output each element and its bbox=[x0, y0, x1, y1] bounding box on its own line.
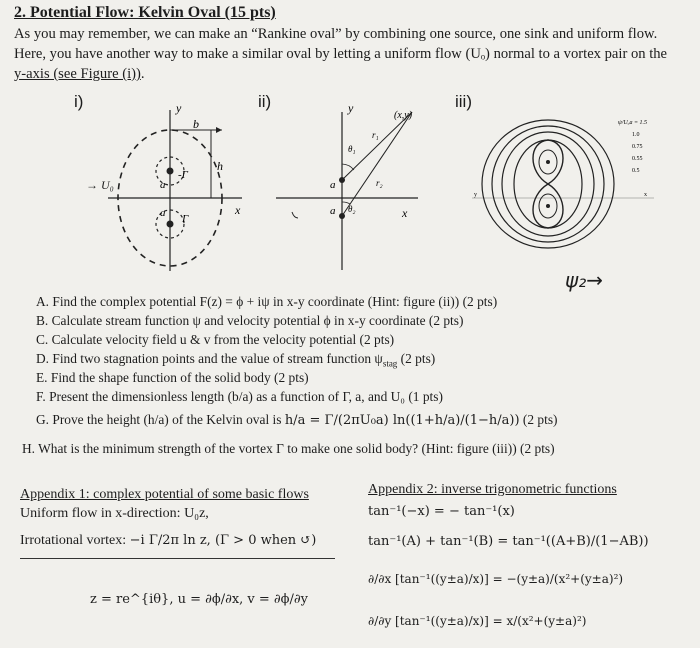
figure-reference: y-axis (see Figure (i)) bbox=[14, 66, 141, 82]
appendix1-divider bbox=[20, 558, 335, 559]
question-f: F. Present the dimensionless length (b/a) as a function of Γ, a, and U₀ (1 pts) bbox=[36, 389, 443, 404]
fig3-legend-3: 0.55 bbox=[632, 156, 643, 162]
appendix1-uniform-flow: Uniform flow in x-direction: U₀z, bbox=[20, 506, 209, 521]
fig2-r2-label: r₂ bbox=[376, 178, 383, 188]
fig1-a-top: a bbox=[160, 179, 166, 191]
fig1-y-label: y bbox=[176, 101, 182, 115]
figure-ii-geometry bbox=[272, 100, 442, 280]
fig1-b-label: b bbox=[193, 117, 199, 131]
fig1-x-label: x bbox=[235, 203, 241, 217]
fig2-theta1-label: θ₁ bbox=[348, 144, 356, 154]
appendix2-formula-2: tan⁻¹(A) + tan⁻¹(B) = tan⁻¹((A+B)/(1−AB)) bbox=[368, 534, 649, 549]
appendix1-vortex: Irrotational vortex: −i Γ/2π ln z, (Γ > 0 when ↺) bbox=[20, 533, 317, 548]
fig2-a-bottom: a bbox=[330, 205, 336, 217]
question-h: H. What is the minimum strength of the vortex Γ to make one solid body? (Hint: figure (iii)) (2 pts) bbox=[22, 441, 555, 456]
fig2-theta2-label: θ₂ bbox=[348, 204, 356, 214]
figure-iii-streamlines bbox=[468, 112, 658, 257]
problem-title: 2. Potential Flow: Kelvin Oval (15 pts) bbox=[14, 4, 276, 21]
fig1-gamma-top: -Γ bbox=[178, 169, 188, 181]
handwritten-note: ψ₂→ bbox=[565, 268, 603, 292]
appendix2-formula-4: ∂/∂y [tan⁻¹((y±a)/x)] = x/(x²+(y±a)²) bbox=[368, 614, 587, 628]
intro-line-1: As you may remember, we can make an “Rankine oval” by combining one source, one sink and uniform flow. bbox=[14, 26, 658, 42]
vortex-formula: −i Γ/2π ln z, (Γ > 0 when ↺) bbox=[129, 533, 317, 548]
figure-label-i: i) bbox=[74, 92, 84, 111]
fig3-legend-1: 1.0 bbox=[632, 132, 640, 138]
fig2-y-label: y bbox=[348, 101, 354, 115]
question-g-formula: h/a = Γ/(2πU₀a) ln((1+h/a)/(1−h/a)) bbox=[284, 413, 520, 428]
fig3-legend-0: ψ/Uₒa = 1.5 bbox=[618, 120, 647, 126]
fig1-uniform-flow-label: → U₀ bbox=[86, 178, 114, 192]
fig3-y-axis: y bbox=[474, 192, 477, 198]
question-c: C. Calculate velocity field u & v from the velocity potential (2 pts) bbox=[36, 332, 395, 347]
fig3-legend-2: 0.75 bbox=[632, 144, 643, 150]
fig2-a-top: a bbox=[330, 179, 336, 191]
intro-line-3: y-axis (see Figure (i)). bbox=[14, 66, 145, 82]
fig2-x-label: x bbox=[402, 206, 408, 220]
question-g: G. Prove the height (h/a) of the Kelvin oval is h/a = Γ/(2πU₀a) ln((1+h/a)/(1−h/a)) (2 pts) bbox=[36, 412, 558, 428]
intro-line-2: Here, you have another way to make a similar oval by letting a uniform flow (Uₒ) normal to a vortex pair on the bbox=[14, 46, 668, 62]
question-d: D. Find two stagnation points and the value of stream function $\psi_{stag}$ (2 pts) bbox=[36, 351, 436, 369]
appendix1-title: Appendix 1: complex potential of some basic flows bbox=[20, 487, 309, 502]
problem-intro bbox=[14, 24, 690, 84]
fig1-a-bottom: a bbox=[160, 207, 166, 219]
appendix2-formula-3: ∂/∂x [tan⁻¹((y±a)/x)] = −(y±a)/(x²+(y±a)²) bbox=[368, 572, 624, 586]
fig3-legend-4: 0.5 bbox=[632, 168, 640, 174]
question-e: E. Find the shape function of the solid body (2 pts) bbox=[36, 370, 309, 385]
appendix1-polar-relations: z = re^{iθ}, u = ∂ϕ/∂x, v = ∂ϕ/∂y bbox=[90, 592, 308, 607]
figure-label-iii: iii) bbox=[455, 92, 472, 111]
question-a: A. Find the complex potential F(z) = ϕ + iψ in x-y coordinate (Hint: figure (ii)) (2 pts) bbox=[36, 294, 498, 309]
fig1-h-label: h bbox=[217, 159, 223, 173]
fig3-x-axis: x bbox=[644, 192, 647, 198]
appendix2-formula-1: tan⁻¹(−x) = − tan⁻¹(x) bbox=[368, 504, 515, 519]
figure-label-ii: ii) bbox=[258, 92, 272, 111]
appendix2-title: Appendix 2: inverse trigonometric functions bbox=[368, 482, 617, 497]
fig1-gamma-bottom: Γ bbox=[182, 213, 189, 225]
fig2-point-label: (x,y) bbox=[394, 110, 413, 121]
fig2-r1-label: r₁ bbox=[372, 130, 379, 140]
question-b: B. Calculate stream function ψ and velocity potential ϕ in x-y coordinate (2 pts) bbox=[36, 313, 464, 328]
